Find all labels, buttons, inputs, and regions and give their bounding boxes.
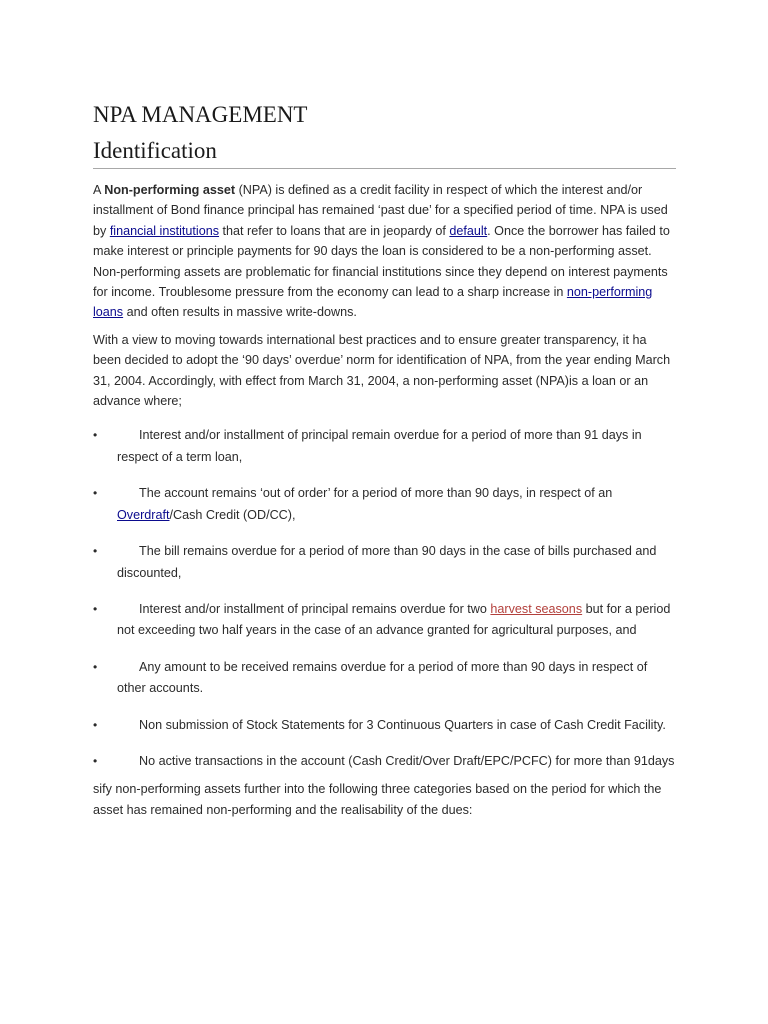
harvest-seasons-link[interactable]: harvest seasons	[490, 601, 583, 616]
npa-term-bold: Non-performing asset	[104, 183, 236, 197]
bullet-icon: •	[93, 659, 98, 674]
list-item: • Interest and/or installment of principal remain overdue for a period of more than 91 days in respect of a term loan,	[93, 425, 676, 468]
document-title: NPA MANAGEMENT	[93, 102, 308, 127]
list-item: • Non submission of Stock Statements for 3 Continuous Quarters in case of Cash Credit Facility.	[93, 715, 676, 736]
bullet-icon: •	[93, 753, 98, 768]
list-item: • The account remains ‘out of order’ for a period of more than 90 days, in respect of an Overdraft/Cash Credit (OD/CC),	[93, 483, 676, 526]
bullet-icon: •	[93, 544, 98, 559]
npa-definition-paragraph: A Non-performing asset (NPA) is defined as a credit facility in respect of which the interest and/or installment of Bond finance principal has remained ‘past due’ for a specified period of time. NPA is used by financial institutions that refer to loans that are in jeopardy of default. Once the borrower has failed to make interest or principle payments for 90 days the loan is considered to be a non-performing asset. Non-performing assets are problematic for financial institutions since they depend on interest payments for income. Troublesome pressure from the economy can lead to a sharp increase in non-performing loans and often results in massive write-downs.	[93, 183, 670, 320]
list-item: • Interest and/or installment of principal remains overdue for two harvest seasons but for a period not exceeding two half years in the case of an advance granted for agricultural purposes, and	[93, 599, 676, 642]
bullet-icon: •	[93, 717, 98, 732]
npa-criteria-list	[93, 425, 676, 772]
list-item: • No active transactions in the account (Cash Credit/Over Draft/EPC/PCFC) for more than 91days	[93, 751, 676, 772]
default-link[interactable]: default	[449, 223, 488, 238]
section-heading-identification: Identification	[93, 136, 676, 169]
bullet-icon: •	[93, 601, 98, 616]
list-item: • The bill remains overdue for a period of more than 90 days in the case of bills purchased and discounted,	[93, 541, 676, 584]
non-performing-loans-link[interactable]: non-performing loans	[93, 285, 653, 320]
bullet-icon: •	[93, 428, 98, 443]
document-page	[93, 98, 676, 820]
classification-paragraph: sify non-performing assets further into the following three categories based on the period for which the asset has remained non-performing and the realisability of the dues:	[93, 782, 662, 817]
overdraft-link[interactable]: Overdraft	[117, 507, 170, 522]
list-item: • Any amount to be received remains overdue for a period of more than 90 days in respect of other accounts.	[93, 657, 676, 700]
financial-institutions-link[interactable]: financial institutions	[109, 223, 220, 238]
bullet-icon: •	[93, 486, 98, 501]
overdue-norm-paragraph: With a view to moving towards international best practices and to ensure greater transparency, it ha been decided to adopt the ‘90 days’ overdue’ norm for identification of NPA, from the year ending March 31, 2004. Accordingly, with effect from March 31, 2004, a non-performing asset (NPA)is a loan or an advance where;	[93, 332, 671, 409]
